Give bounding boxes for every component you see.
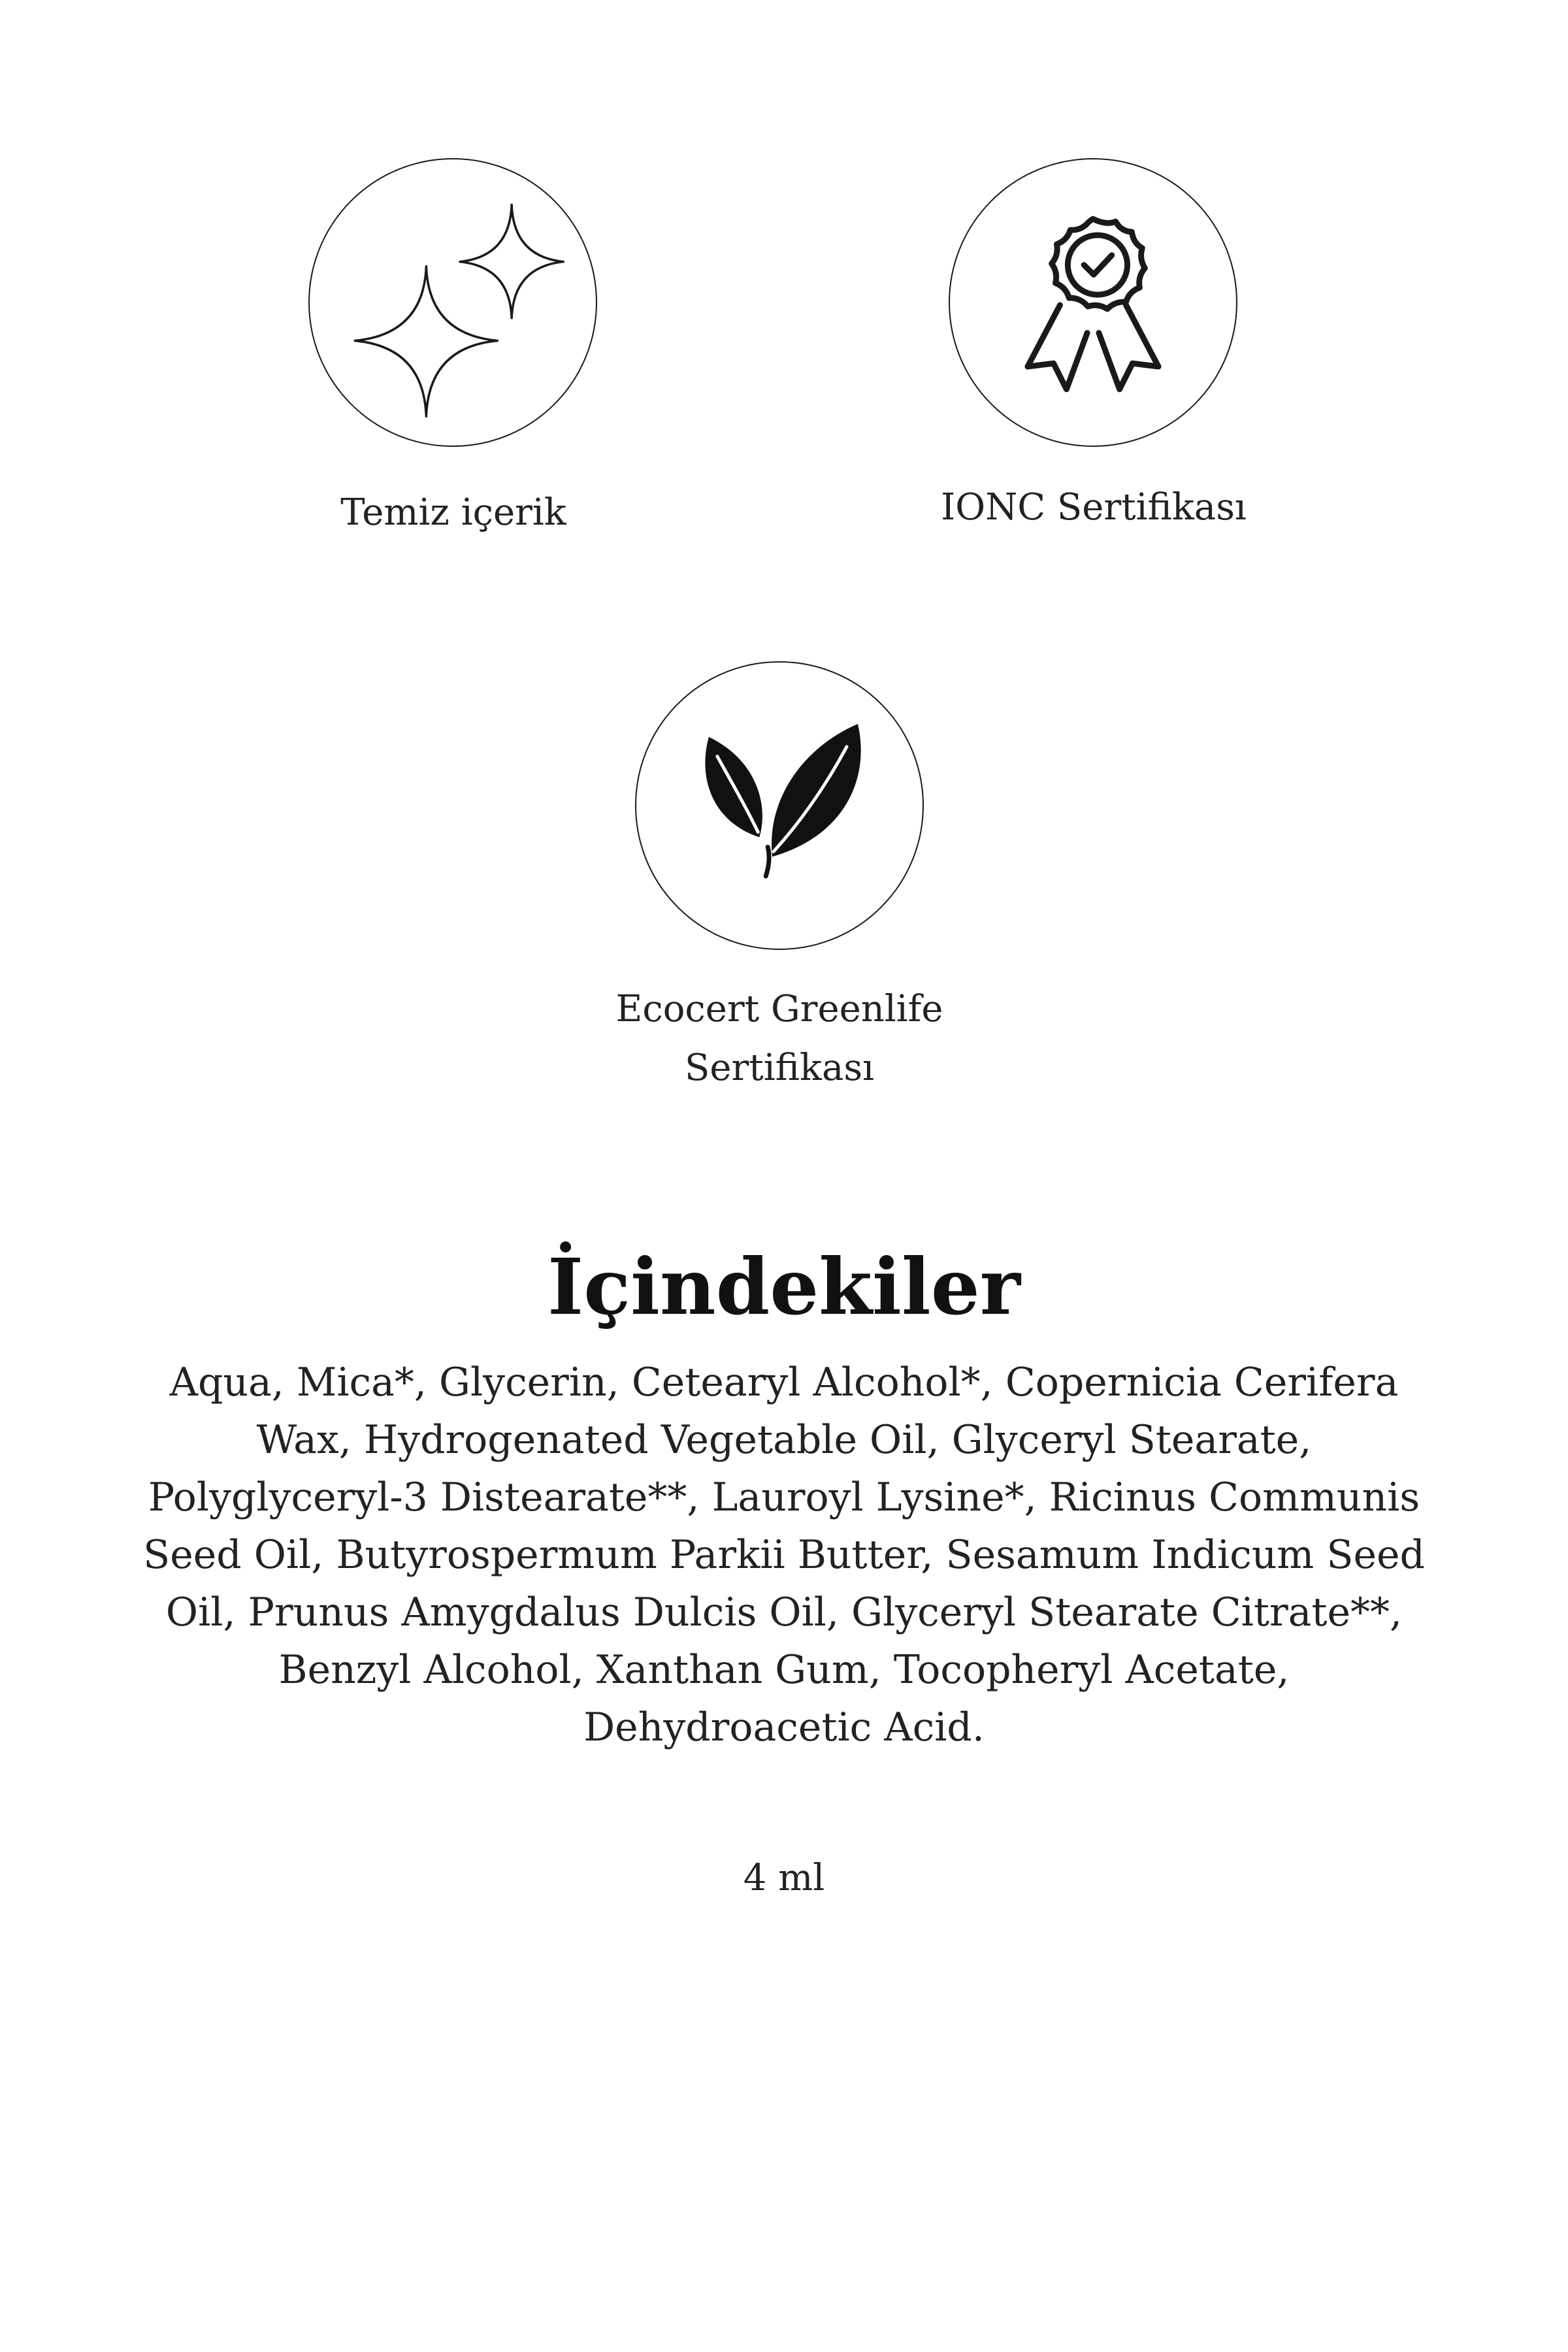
ingredients-heading: İçindekiler	[547, 1241, 1021, 1332]
ingredients-list: Aqua, Mica*, Glycerin, Cetearyl Alcohol*, Copernicia Cerifera Wax, Hydrogenated Vegetable Oil, Glyceryl Stearate, Polyglyceryl-3 Distearate**, Lauroyl Lysine*, Ricinus Communis Seed Oil, Butyrospermum Parkii Butter, Sesamum Indicum Seed Oil, Prunus Amygdalus Dulcis Oil, Glyceryl Stearate Citrate**, Benzyl Alcohol, Xanthan Gum, Tocopheryl Acetate, Dehydroacetic Acid.	[143, 1360, 1425, 1750]
ecocert-greenlife-badge	[635, 661, 924, 950]
ionc-certificate-label: IONC Sertifikası	[941, 486, 1247, 529]
ecocert-greenlife-label-line1: Ecocert Greenlife	[615, 988, 943, 1030]
sparkles-icon	[310, 159, 596, 446]
clean-ingredients-badge	[308, 158, 597, 447]
ecocert-greenlife-label-line2: Sertifikası	[684, 1047, 874, 1089]
clean-ingredients-label: Temiz içerik	[340, 491, 566, 534]
ionc-certificate-badge	[949, 158, 1237, 447]
ecocert-greenlife-label	[583, 980, 975, 1098]
leaves-icon	[636, 662, 923, 949]
volume-label: 4 ml	[743, 1857, 825, 1899]
award-badge-icon	[950, 159, 1236, 446]
